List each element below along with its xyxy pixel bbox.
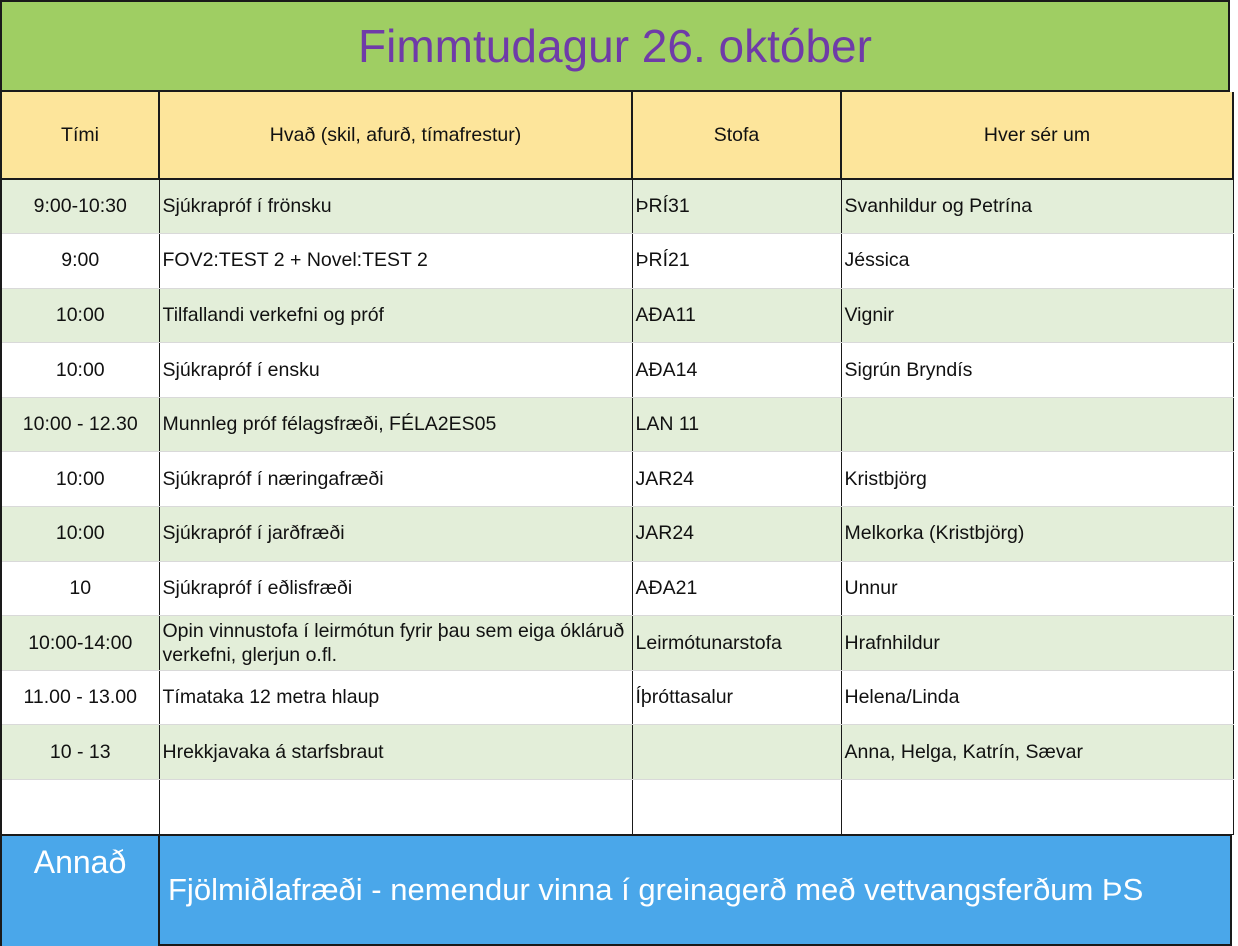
cell-what[interactable]: Tímataka 12 metra hlaup bbox=[159, 670, 632, 725]
cell-who[interactable] bbox=[841, 397, 1233, 452]
cell-who[interactable]: Kristbjörg bbox=[841, 452, 1233, 507]
cell-what[interactable]: Hrekkjavaka á starfsbraut bbox=[159, 725, 632, 780]
cell-what[interactable]: Opin vinnustofa í leirmótun fyrir þau sem eiga ókláruð verkefni, glerjun o.fl. bbox=[159, 616, 632, 671]
cell-who[interactable]: Hrafnhildur bbox=[841, 616, 1233, 671]
other-note[interactable]: Fjölmiðlafræði - nemendur vinna í greinagerð með vettvangsferðum ÞS bbox=[158, 834, 1232, 946]
cell-time[interactable]: 10:00-14:00 bbox=[1, 616, 159, 671]
cell-who[interactable]: Anna, Helga, Katrín, Sævar bbox=[841, 725, 1233, 780]
cell-time[interactable]: 10:00 bbox=[1, 507, 159, 562]
cell-room[interactable] bbox=[632, 780, 841, 835]
table-row bbox=[1, 507, 1233, 562]
cell-time[interactable]: 10:00 - 12.30 bbox=[1, 397, 159, 452]
table-row bbox=[1, 234, 1233, 289]
table-row bbox=[1, 343, 1233, 398]
cell-time[interactable]: 10:00 bbox=[1, 343, 159, 398]
cell-who[interactable]: Vignir bbox=[841, 288, 1233, 343]
cell-time[interactable]: 10 - 13 bbox=[1, 725, 159, 780]
cell-room[interactable] bbox=[632, 725, 841, 780]
cell-what[interactable]: Sjúkrapróf í ensku bbox=[159, 343, 632, 398]
cell-what[interactable]: Tilfallandi verkefni og próf bbox=[159, 288, 632, 343]
cell-time[interactable] bbox=[1, 780, 159, 835]
table-row bbox=[1, 452, 1233, 507]
cell-who[interactable]: Melkorka (Kristbjörg) bbox=[841, 507, 1233, 562]
cell-room[interactable]: Leirmótunarstofa bbox=[632, 616, 841, 671]
cell-who[interactable]: Sigrún Bryndís bbox=[841, 343, 1233, 398]
cell-time[interactable]: 11.00 - 13.00 bbox=[1, 670, 159, 725]
cell-room[interactable]: Íþróttasalur bbox=[632, 670, 841, 725]
cell-who[interactable]: Jéssica bbox=[841, 234, 1233, 289]
cell-room[interactable]: AÐA14 bbox=[632, 343, 841, 398]
cell-room[interactable]: ÞRÍ21 bbox=[632, 234, 841, 289]
cell-room[interactable]: JAR24 bbox=[632, 452, 841, 507]
header-what: Hvað (skil, afurð, tímafrestur) bbox=[159, 92, 632, 179]
cell-what[interactable]: Sjúkrapróf í frönsku bbox=[159, 179, 632, 234]
cell-time[interactable]: 9:00-10:30 bbox=[1, 179, 159, 234]
cell-time[interactable]: 9:00 bbox=[1, 234, 159, 289]
table-row bbox=[1, 670, 1233, 725]
cell-time[interactable]: 10 bbox=[1, 561, 159, 616]
header-row bbox=[1, 92, 1233, 179]
cell-what[interactable]: FOV2:TEST 2 + Novel:TEST 2 bbox=[159, 234, 632, 289]
cell-room[interactable]: ÞRÍ31 bbox=[632, 179, 841, 234]
cell-who[interactable] bbox=[841, 780, 1233, 835]
cell-time[interactable]: 10:00 bbox=[1, 452, 159, 507]
cell-what[interactable] bbox=[159, 780, 632, 835]
cell-time[interactable]: 10:00 bbox=[1, 288, 159, 343]
page-title: Fimmtudagur 26. október bbox=[0, 0, 1230, 92]
cell-room[interactable]: AÐA11 bbox=[632, 288, 841, 343]
cell-what[interactable]: Sjúkrapróf í jarðfræði bbox=[159, 507, 632, 562]
table-row bbox=[1, 561, 1233, 616]
cell-room[interactable]: AÐA21 bbox=[632, 561, 841, 616]
cell-what[interactable]: Sjúkrapróf í næringafræði bbox=[159, 452, 632, 507]
cell-room[interactable]: LAN 11 bbox=[632, 397, 841, 452]
cell-what[interactable]: Sjúkrapróf í eðlisfræði bbox=[159, 561, 632, 616]
table-row bbox=[1, 288, 1233, 343]
cell-who[interactable]: Svanhildur og Petrína bbox=[841, 179, 1233, 234]
header-who: Hver sér um bbox=[841, 92, 1233, 179]
cell-who[interactable]: Helena/Linda bbox=[841, 670, 1233, 725]
table-row bbox=[1, 780, 1233, 835]
schedule-table bbox=[0, 92, 1234, 835]
header-time: Tími bbox=[1, 92, 159, 179]
table-row bbox=[1, 179, 1233, 234]
header-room: Stofa bbox=[632, 92, 841, 179]
cell-what[interactable]: Munnleg próf félagsfræði, FÉLA2ES05 bbox=[159, 397, 632, 452]
table-row bbox=[1, 397, 1233, 452]
table-row bbox=[1, 616, 1233, 671]
table-row bbox=[1, 725, 1233, 780]
cell-who[interactable]: Unnur bbox=[841, 561, 1233, 616]
other-label: Annað bbox=[0, 834, 158, 946]
cell-room[interactable]: JAR24 bbox=[632, 507, 841, 562]
